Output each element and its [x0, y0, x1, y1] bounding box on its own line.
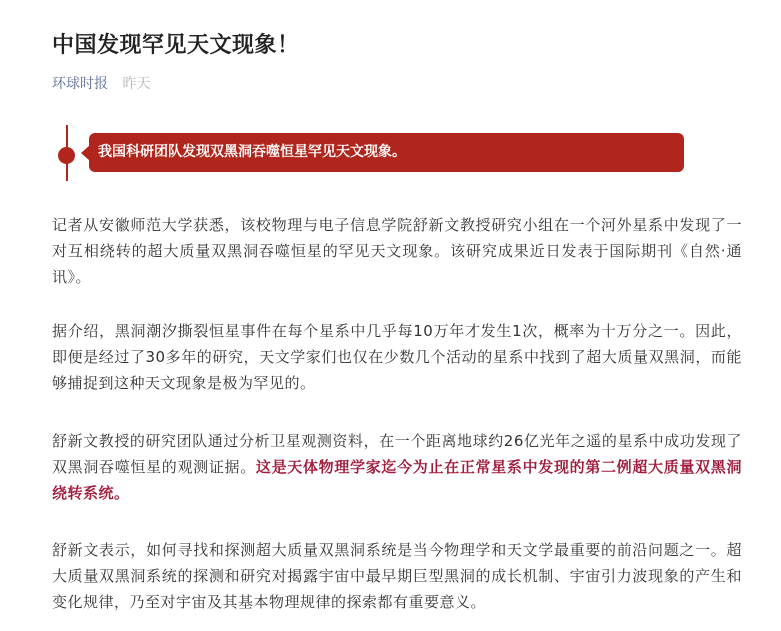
article-meta — [52, 73, 150, 93]
paragraph-text: 记者从安徽师范大学获悉，该校物理与电子信息学院舒新文教授研究小组在一个河外星系中发现了一对互相绕转的超大质量双黑洞吞噬恒星的罕见天文现象。该研究成果近日发表于国际期刊《自然·通讯》。 — [52, 216, 742, 286]
callout-text: 我国科研团队发现双黑洞吞噬恒星罕见天文现象。 — [89, 133, 684, 172]
paragraph-2 — [52, 318, 742, 396]
paragraph-text: 舒新文教授的研究团队通过分析卫星观测资料，在一个距离地球约26亿光年之遥的星系中成功发现了双黑洞吞噬恒星的观测证据。 — [52, 432, 742, 476]
paragraph-3 — [52, 428, 742, 506]
publish-date: 昨天 — [122, 76, 151, 92]
paragraph-text: 据介绍，黑洞潮汐撕裂恒星事件在每个星系中几乎每10万年才发生1次，概率为十万分之一。因此，即便是经过了30多年的研究，天文学家们也仅在少数几个活动的星系中找到了超大质量双黑洞，而能够捕捉到这种天文现象是极为罕见的。 — [52, 322, 742, 392]
paragraph-1 — [52, 212, 742, 290]
callout-dot-icon — [58, 147, 75, 164]
paragraph-text: 舒新文表示，如何寻找和探测超大质量双黑洞系统是当今物理学和天文学最重要的前沿问题之一。超大质量双黑洞系统的探测和研究对揭露宇宙中最早期巨型黑洞的成长机制、宇宙引力波现象的产生和变化规律，乃至对宇宙及其基本物理规律的探索都有重要意义。 — [52, 541, 742, 611]
source-link[interactable]: 环球时报 — [52, 76, 108, 92]
article-title: 中国发现罕见天文现象！ — [52, 33, 300, 58]
emphasis-text: 这是天体物理学家迄今为止在正常星系中发现的第二例超大质量双黑洞绕转系统。 — [52, 458, 742, 502]
paragraph-4 — [52, 537, 742, 615]
